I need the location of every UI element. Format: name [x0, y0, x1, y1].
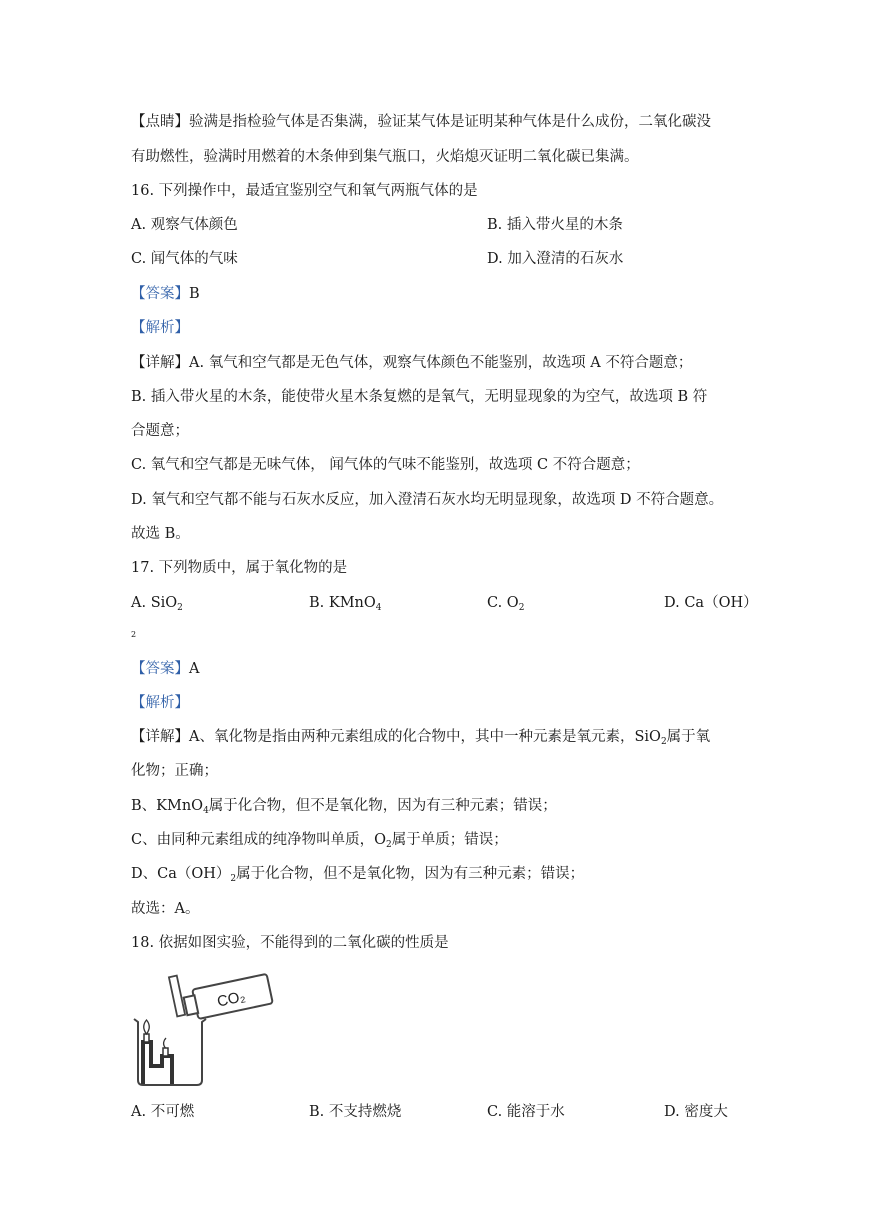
q16-option-a: A. 观察气体颜色 [131, 217, 238, 233]
q18-stem: 18. 依据如图实验，不能得到的二氧化碳的性质是 [131, 935, 449, 951]
tall-candle-flame [144, 1020, 149, 1034]
answer-value: A [189, 661, 200, 677]
co2-label: CO₂ [215, 987, 247, 1011]
q18-option-d: D. 密度大 [664, 1104, 728, 1120]
q16-detail-2a: B. 插入带火星的木条，能使带火星木条复燃的是氧气，无明显现象的为空气，故选项 B 符 [131, 389, 708, 405]
detail-tag: 【详解】 [131, 729, 189, 745]
q17-detail-4: D、$Ca(OH)_2$属于化合物，但不是氧化物，因为有三种元素；错误； [131, 866, 585, 884]
answer-value: B [189, 286, 200, 302]
q17-detail-2: B、KMnO$_4$属于化合物，但不是氧化物，因为有三种元素；错误； [131, 798, 557, 816]
answer-tag: 【答案】 [131, 286, 189, 302]
q16-detail-2b: 合题意； [131, 423, 189, 439]
q16-analysis-tag: 【解析】 [131, 320, 189, 336]
q16-detail-3: C. 氧气和空气都是无味气体， 闻气体的气味不能鉴别，故选项 C 不符合题意； [131, 457, 640, 473]
q16-option-b: B. 插入带火星的木条 [487, 217, 623, 233]
q16-stem: 16. 下列操作中，最适宜鉴别空气和氧气两瓶气体的是 [131, 183, 478, 199]
q17-conclusion: 故选：A。 [131, 901, 200, 917]
q17-detail-1a: 【详解】A、氧化物是指由两种元素组成的化合物中，其中一种元素是氧元素，SiO$_2$属于氧 [131, 729, 711, 747]
q17-option-a: A. SiO$_2$ [131, 595, 183, 613]
q17-option-d-subscript: 2 [131, 630, 137, 639]
q16-detail-4: D. 氧气和空气都不能与石灰水反应，加入澄清石灰水均无明显现象，故选项 D 不符合题意。 [131, 492, 724, 508]
co2-pouring-figure [131, 968, 281, 1090]
detail-tag: 【详解】 [131, 355, 189, 371]
q17-stem: 17. 下列物质中，属于氧化物的是 [131, 560, 348, 576]
dianjing-line-2: 有助燃性，验满时用燃着的木条伸到集气瓶口，火焰熄灭证明二氧化碳已集满。 [131, 149, 639, 165]
glass-plate [169, 976, 185, 1017]
q16-conclusion: 故选 B。 [131, 526, 190, 542]
answer-tag: 【答案】 [131, 661, 189, 677]
dianjing-tag: 【点睛】 [131, 114, 189, 130]
q17-detail-1b: 化物；正确； [131, 763, 218, 779]
q17-analysis-tag: 【解析】 [131, 695, 189, 711]
q17-option-b: B. KMnO$_4$ [309, 595, 382, 613]
q17-answer [131, 659, 199, 679]
dianjing-line-1: 【点睛】验满是指检验气体是否集满，验证某气体是证明某种气体是什么成份，二氧化碳没 [131, 114, 711, 130]
short-candle [163, 1048, 168, 1056]
q18-option-b: B. 不支持燃烧 [309, 1104, 402, 1120]
q18-option-a: A. 不可燃 [131, 1104, 195, 1120]
q16-option-c: C. 闻气体的气味 [131, 251, 238, 267]
q18-option-c: C. 能溶于水 [487, 1104, 565, 1120]
q16-answer [131, 284, 200, 304]
q16-option-d: D. 加入澄清的石灰水 [487, 251, 624, 267]
tall-candle [144, 1034, 149, 1042]
q17-detail-3: C、由同种元素组成的纯净物叫单质，$O_2$属于单质；错误； [131, 832, 508, 850]
co2-gas-jar [182, 974, 272, 1021]
short-candle-flame [164, 1038, 166, 1048]
q16-detail-1: 【详解】A. 氧气和空气都是无色气体，观察气体颜色不能鉴别，故选项 A 不符合题意； [131, 355, 693, 371]
q17-option-d: D. Ca（OH） [664, 595, 758, 611]
q17-option-c: C. $O_2$ [487, 595, 525, 613]
